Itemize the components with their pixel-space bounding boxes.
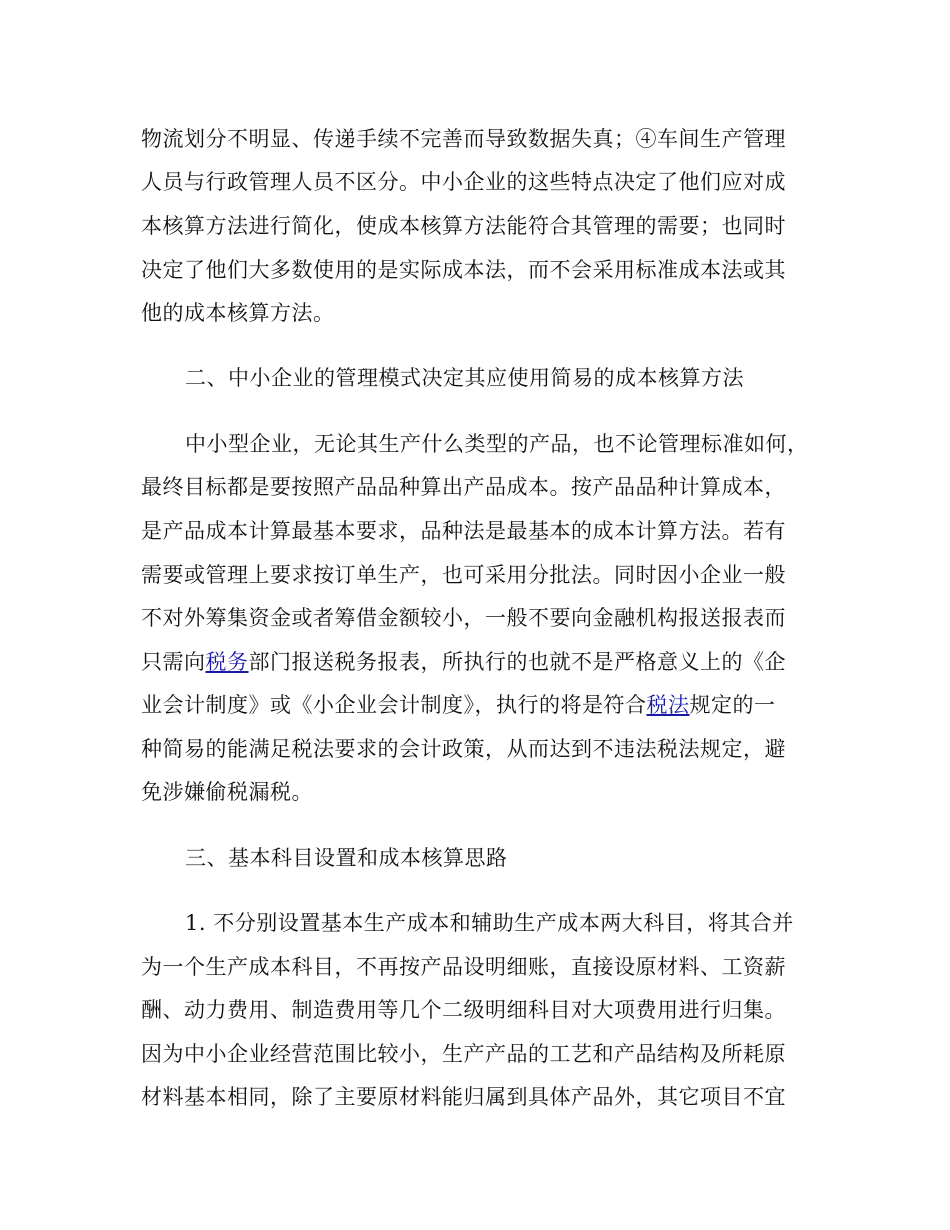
line-text: 只需向 xyxy=(141,650,206,674)
section-heading: 三、基本科目设置和成本核算思路 xyxy=(185,846,508,870)
line-text: 部门报送税务报表，所执行的也就不是严格意义上的《企 xyxy=(248,650,786,674)
paragraph-line: 人员与行政管理人员不区分。中小企业的这些特点决定了他们应对成 xyxy=(141,170,786,194)
section-heading: 二、中小企业的管理模式决定其应使用简易的成本核算方法 xyxy=(185,366,744,390)
paragraph-line: 本核算方法进行简化，使成本核算方法能符合其管理的需要；也同时 xyxy=(141,214,786,238)
paragraph-line: 决定了他们大多数使用的是实际成本法，而不会采用标准成本法或其 xyxy=(141,258,786,282)
paragraph-line: 中小型企业，无论其生产什么类型的产品，也不论管理标准如何， xyxy=(185,432,809,456)
paragraph-line: 酬、动力费用、制造费用等几个二级明细科目对大项费用进行归集。 xyxy=(141,998,786,1022)
paragraph-line: 物流划分不明显、传递手续不完善而导致数据失真；④车间生产管理 xyxy=(141,127,786,151)
paragraph-line: 最终目标都是要按照产品品种算出产品成本。按产品品种计算成本， xyxy=(141,475,786,499)
paragraph-line: 1. 不分别设置基本生产成本和辅助生产成本两大科目，将其合并 xyxy=(185,911,794,935)
paragraph-line: 不对外筹集资金或者筹借金额较小，一般不要向金融机构报送报表而 xyxy=(141,606,786,630)
paragraph-line: 免涉嫌偷税漏税。 xyxy=(141,780,313,804)
paragraph-line xyxy=(141,647,786,677)
paragraph-line xyxy=(141,690,776,720)
paragraph-line: 因为中小企业经营范围比较小，生产产品的工艺和产品结构及所耗原 xyxy=(141,1042,786,1066)
paragraph-line: 为一个生产成本科目，不再按产品设明细账，直接设原材料、工资薪 xyxy=(141,955,786,979)
tax-affairs-link[interactable]: 税务 xyxy=(205,650,249,674)
line-text: 规定的一 xyxy=(689,693,776,717)
paragraph-line: 材料基本相同，除了主要原材料能归属到具体产品外，其它项目不宜 xyxy=(141,1085,786,1109)
tax-law-link[interactable]: 税法 xyxy=(646,693,690,717)
paragraph-line: 需要或管理上要求按订单生产，也可采用分批法。同时因小企业一般 xyxy=(141,563,786,587)
line-text: 业会计制度》或《小企业会计制度》，执行的将是符合 xyxy=(141,693,647,717)
paragraph-line: 种简易的能满足税法要求的会计政策，从而达到不违法税法规定，避 xyxy=(141,737,786,761)
paragraph-line: 他的成本核算方法。 xyxy=(141,301,335,325)
paragraph-line: 是产品成本计算最基本要求，品种法是最基本的成本计算方法。若有 xyxy=(141,519,786,543)
